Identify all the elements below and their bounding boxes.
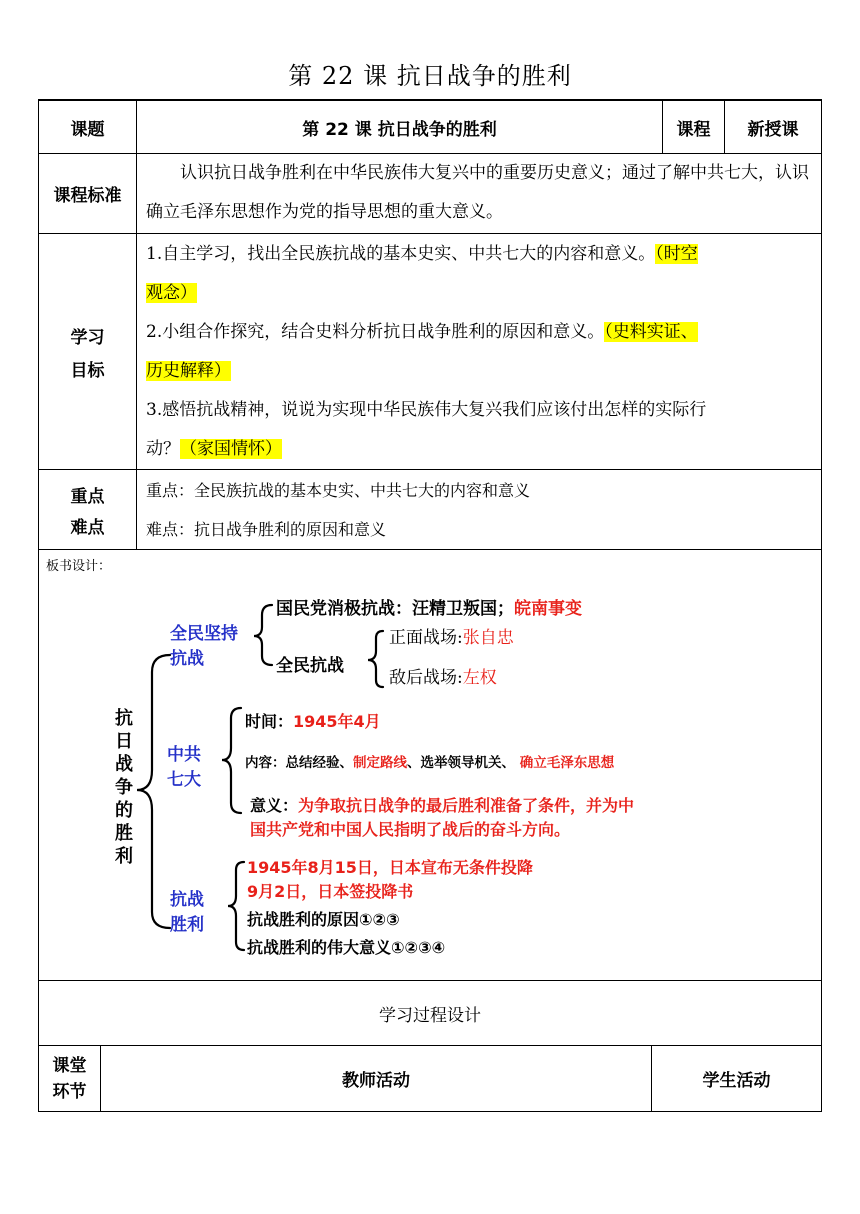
front-name: 张自忠 [462, 628, 514, 648]
stage-label-2: 环节 [52, 1081, 87, 1102]
root-char: 争 [115, 777, 133, 798]
keypoints-label-1: 重点 [70, 486, 105, 507]
goal-1-tag-a: （时空 [655, 244, 698, 264]
goal-1-tag-b: 观念） [146, 283, 197, 303]
goal-2-tag-b: 历史解释） [146, 361, 231, 381]
process-col-student: 学生活动 [702, 1071, 771, 1091]
meaning-line-1: 为争取抗日战争的最后胜利准备了条件，并为中 [298, 796, 635, 815]
key-point: 重点：全民族抗战的基本史实、中共七大的内容和意义 [146, 481, 531, 500]
front-battlefield [389, 623, 514, 648]
content-red-2: 确立毛泽东思想 [519, 755, 615, 771]
rear-name: 左权 [462, 668, 497, 688]
surrender-announce: 1945年8月15日，日本宣布无条件投降 [247, 858, 533, 877]
surrender-sign: 9月2日，日本签投降书 [247, 882, 414, 901]
root-char: 胜 [115, 823, 133, 844]
goal-2-tag-a: （史料实证、 [604, 322, 698, 342]
branch1-brace [254, 605, 272, 665]
keypoints-label-2: 难点 [70, 517, 105, 538]
branch2-content [245, 751, 614, 771]
branch1-item1-red: 皖南事变 [514, 599, 582, 619]
standard-text: 认识抗日战争胜利在中华民族伟大复兴中的重要历史意义；通过了解中共七大，认识确立毛泽东思想作为党的指导思想的重大意义。 [146, 163, 809, 222]
process-col-teacher: 教师活动 [342, 1071, 410, 1091]
goals-label-2: 目标 [70, 360, 105, 381]
branch1-item2: 全民抗战 [276, 656, 344, 676]
victory-reasons: 抗战胜利的原因①②③ [247, 910, 400, 929]
root-char: 战 [115, 754, 133, 775]
front-rear-brace [368, 631, 383, 687]
rear-battlefield [389, 663, 497, 688]
branch1-item1-black: 国民党消极抗战：汪精卫叛国； [276, 599, 514, 619]
root-char: 日 [115, 731, 133, 752]
victory-significance: 抗战胜利的伟大意义①②③④ [247, 938, 446, 957]
goal-3-text-a: 3.感悟抗战精神，说说为实现中华民族伟大复兴我们应该付出怎样的实际行 [146, 400, 707, 420]
content-mid: 、选举领导机关、 [407, 755, 515, 771]
topic-value: 第 22 课 抗日战争的胜利 [302, 119, 497, 140]
page-title: 第 22 课 抗日战争的胜利 [288, 62, 572, 90]
time-label: 时间： [245, 712, 294, 731]
goal-3-tag: （家国情怀） [180, 439, 282, 459]
content-red-1: 制定路线 [353, 755, 407, 771]
content-label: 内容：总结经验、 [245, 755, 353, 771]
difficult-point: 难点：抗日战争胜利的原因和意义 [146, 520, 387, 539]
process-title: 学习过程设计 [379, 1005, 481, 1026]
goal-1-text: 1.自主学习，找出全民族抗战的基本史实、中共七大的内容和意义。 [146, 244, 656, 264]
meaning-line-2: 国共产党和中国人民指明了战后的奋斗方向。 [250, 820, 571, 839]
goal-3-text-b: 动？ [146, 439, 180, 459]
board-label: 板书设计： [46, 559, 112, 574]
branch2-brace [222, 708, 241, 813]
root-char: 的 [115, 800, 133, 821]
branch2-title: 中共 七大 [167, 745, 201, 790]
root-char: 利 [115, 846, 133, 867]
branch2-meaning [250, 794, 634, 842]
branch3-lines [247, 856, 533, 960]
stage-label-1: 课堂 [52, 1055, 87, 1076]
topic-label: 课题 [70, 119, 105, 140]
standard-label: 课程标准 [53, 186, 122, 206]
branch1-title: 全民坚持 抗战 [170, 624, 238, 669]
course-value: 新授课 [747, 119, 799, 140]
meaning-label: 意义： [250, 796, 299, 815]
branch3-brace [228, 862, 244, 950]
branch3-title: 抗战 胜利 [170, 890, 204, 935]
branch1-item1 [276, 594, 582, 619]
goal-2-text: 2.小组合作探究，结合史料分析抗日战争胜利的原因和意义。 [146, 322, 605, 342]
root-brace [137, 655, 170, 928]
branch2-time [245, 709, 381, 732]
course-label: 课程 [676, 119, 711, 140]
root-char: 抗 [115, 708, 133, 729]
front-label: 正面战场: [389, 628, 463, 648]
time-value: 1945年4月 [293, 712, 381, 731]
board-root [112, 707, 136, 868]
process-col-stage [39, 1046, 100, 1111]
rear-label: 敌后战场: [389, 668, 463, 688]
goals-label-1: 学习 [70, 327, 105, 348]
